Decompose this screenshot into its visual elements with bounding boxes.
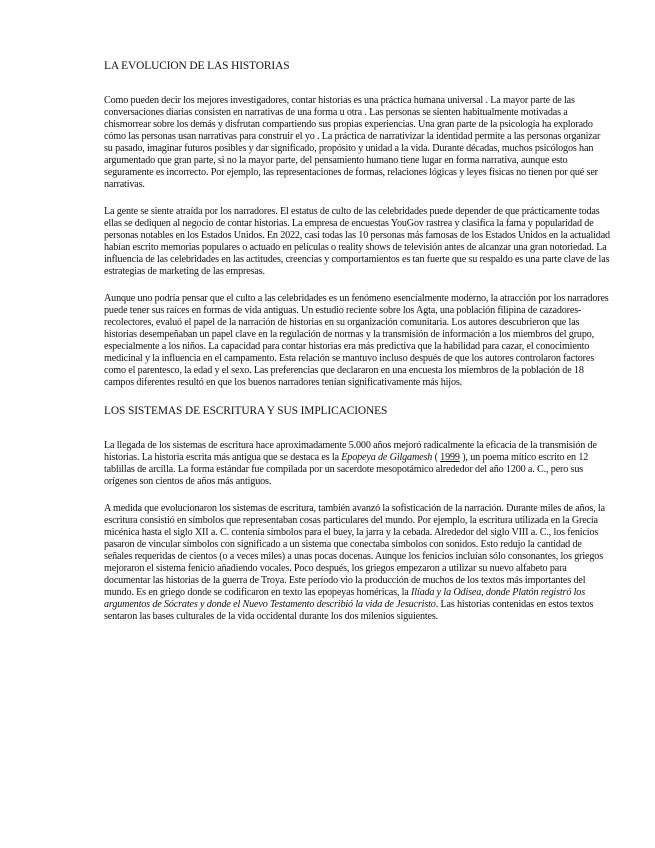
- gilgamesh-title: Epopeya de Gilgamesh: [341, 452, 433, 464]
- paragraph-gilgamesh: [104, 440, 610, 488]
- alphabet-text-after: . Las historias contenidas en estos textos sentaron las bases culturales de la vida occidental durante los dos milenios siguientes.: [104, 599, 594, 623]
- gilgamesh-text-mid: (: [432, 452, 441, 464]
- reference-link-1999[interactable]: 1999: [440, 452, 460, 464]
- homeric-epics-italic: Ilíada y la Odisea, donde Platón registró los argumentos de Sócrates y donde el Nuevo Testamento describió la vida de Jesucristo: [104, 587, 586, 611]
- paragraph-storytelling-universal: Como pueden decir los mejores investigadores, contar historias es una práctica humana universal . La mayor parte de las conversaciones diarias consisten en narrativas de una forma u otra . Las personas se sienten habitualmente motivadas a chismorrear sobre los demás y disfrutan compartiendo sus propias experiencias. Una gran parte de la psicología ha explorado cómo las personas usan narrativas para construir el yo . La práctica de narrativizar la identidad permite a las personas organizar su pasado, imaginar futuros posibles y dar significado, propósito y unidad a la vida. Durante décadas, muchos psicólogos han argumentado que gran parte, si no la mayor parte, del pensamiento humano tiene lugar en forma narrativa, aunque esto seguramente es incorrecto. Por ejemplo, las representaciones de formas, relaciones lógicas y leyes físicas no tienen por qué ser narrativas.: [104, 95, 601, 191]
- section-title-writing-systems: LOS SISTEMAS DE ESCRITURA Y SUS IMPLICACIONES: [104, 405, 388, 418]
- section-title-evolution: LA EVOLUCION DE LAS HISTORIAS: [104, 60, 290, 72]
- paragraph-alphabet-evolution: [104, 503, 610, 623]
- paragraph-celebrities: La gente se siente atraída por los narradores. El estatus de culto de las celebridades puede depender de que prácticamente todas ellas se dediquen al negocio de contar historias. La empresa de encuestas YouGov rastrea y clasifica la fama y popularidad de personas notables en los Estados Unidos. En 2022, casi todas las 10 personas más famosas de los Estados Unidos en la actualidad habían escrito memorias populares o actuado en películas o reality shows de televisión antes de alcanzar una gran notoriedad. La influencia de las celebridades en las actitudes, creencias y comportamientos es tan fuerte que su respaldo es una parte clave de las estrategias de marketing de las empresas.: [104, 205, 610, 278]
- gilgamesh-text-before: La llegada de los sistemas de escritura hace aproximadamente 5.000 años mejoró radicalmente la eficacia de la transmisión de historias. La historia escrita más antigua que se destaca es la: [104, 440, 597, 464]
- paragraph-agta-study: Aunque uno podría pensar que el culto a las celebridades es un fenómeno esencialmente moderno, la atracción por los narradores puede tener sus raíces en formas de vida antiguas. Un estudio reciente sobre los Agta, una población filipina de cazadores-recolectores, evaluó el papel de la narración de historias en su organización comunitaria. Los autores descubrieron que las historias desempeñaban un papel clave en la regulación de normas y la transmisión de información a los miembros del grupo, especialmente a los niños. La capacidad para contar historias era más predictiva que la habilidad para cazar, el conocimiento medicinal y la influencia en el campamento. Esta relación se mantuvo incluso después de que los autores controlaron factores como el parentesco, la edad y el sexo. Las preferencias que declararon en una encuesta los miembros de la población de 18 campos diferentes resultó en que los buenos narradores tenían significativamente más hijos.: [104, 292, 609, 388]
- gilgamesh-text-after: ), un poema mítico escrito en 12 tablillas de arcilla. La forma estándar fue compilada por un sacerdote mesopotámico alrededor del año 1200 a. C., pero sus orígenes son cientos de años más antiguos.: [104, 452, 589, 488]
- alphabet-text-before: A medida que evolucionaron los sistemas de escritura, también avanzó la sofisticación de la narración. Durante miles de años, la escritura consistió en símbolos que representaban cosas particulares del mundo. Por ejemplo, la escritura utilizada en la Grecia micénica hasta el siglo XII a. C. contenía símbolos para el buey, la jarra y la cebada. Alrededor del siglo VIII a. C., los fenicios pasaron de vincular símbolos con significado a un sistema que conectaba símbolos con sonidos. Esto redujo la cantidad de señales requeridas de cientos (o a veces miles) a unas pocas docenas. Aunque los fenicios incluían sólo consonantes, los griegos mejoraron el sistema fenicio añadiendo vocales. Poco después, los griegos empezaron a utilizar su nuevo alfabeto para documentar las historias de la guerra de Troya. Este período vio la producción de muchos de los textos más importantes del mundo. Es en griego donde se codificaron en texto las epopeyas homéricas, la: [104, 502, 605, 599]
